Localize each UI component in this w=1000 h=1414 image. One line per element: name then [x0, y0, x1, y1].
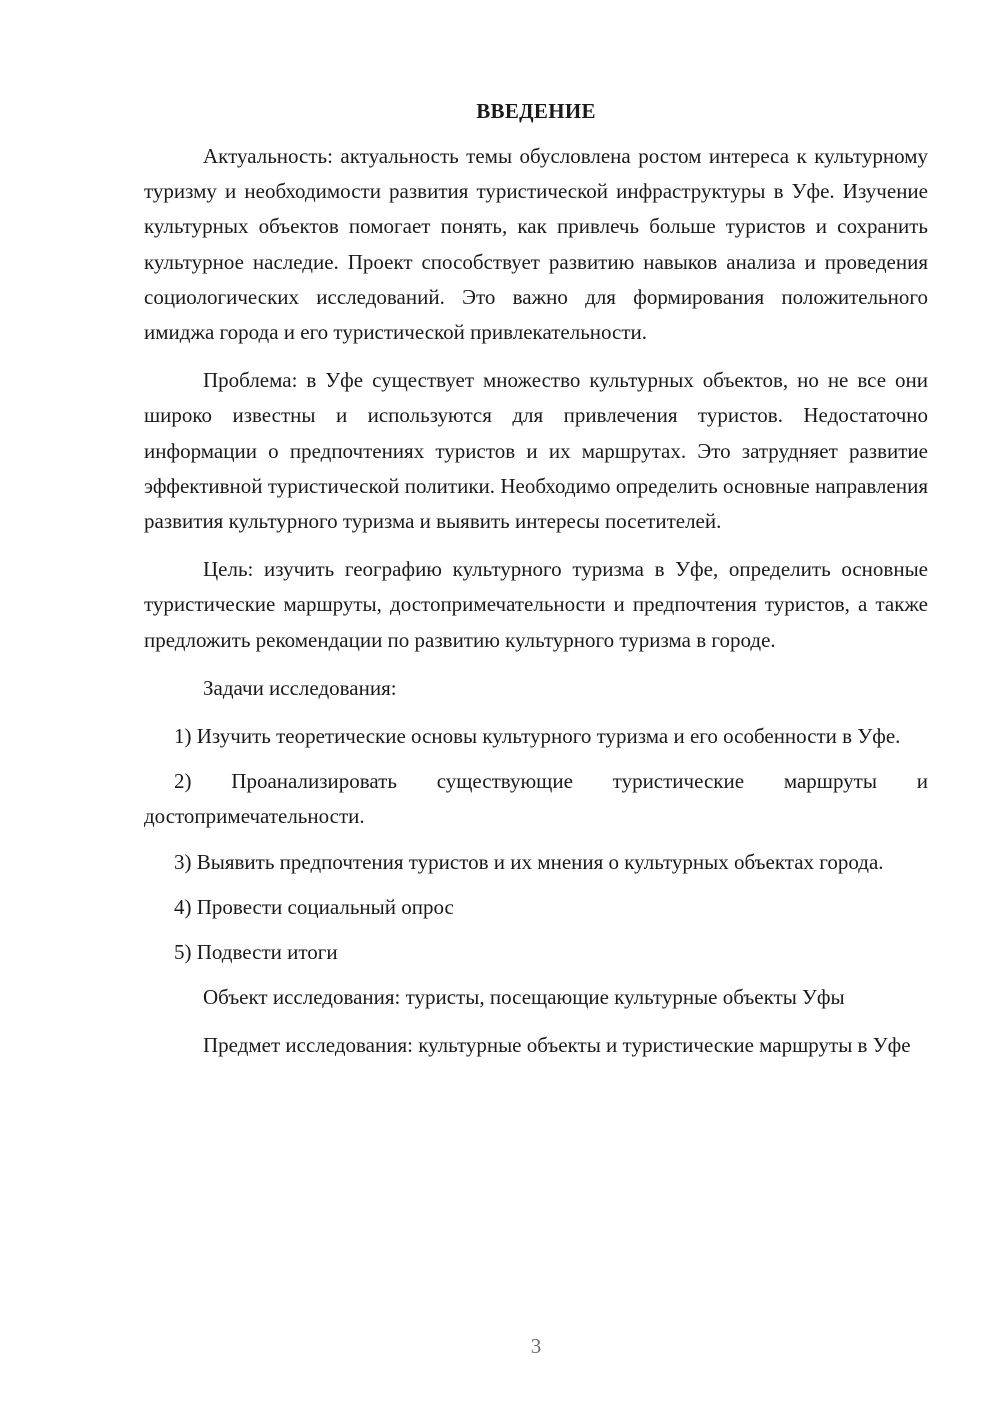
task-item: 5) Подвести итоги — [174, 940, 338, 965]
goal-paragraph: Цель: изучить географию культурного туризма в Уфе, определить основные туристические маршруты, достопримечательности и предпочтения туристов, а также предложить рекомендации по развитию культурного туризма в городе. — [144, 557, 928, 652]
page-title: ВВЕДЕНИЕ — [476, 99, 596, 123]
object-paragraph: Объект исследования: туристы, посещающие культурные объекты Уфы — [203, 985, 845, 1010]
task-item: 4) Провести социальный опрос — [174, 894, 454, 919]
relevance-paragraph: Актуальность: актуальность темы обусловлена ростом интереса к культурному туризму и необходимости развития туристической инфраструктуры в Уфе. Изучение культурных объектов помогает понять, как привлечь больше туристов и сохранить культурное наследие. Проект способствует развитию навыков анализа и проведения социологических исследований. Это важно для формирования положительного имиджа города и его туристической привлекательности. — [144, 144, 928, 345]
task-item: 1) Изучить теоретические основы культурного туризма и его особенности в Уфе. — [174, 724, 901, 749]
problem-paragraph: Проблема: в Уфе существует множество культурных объектов, но не все они широко известны и используются для привлечения туристов. Недостаточно информации о предпочтениях туристов и их маршрутах. Это затрудняет развитие эффективной туристической политики. Необходимо определить основные направления развития культурного туризма и выявить интересы посетителей. — [144, 368, 928, 534]
task-item: 2) Проанализировать существующие туристические маршруты и достопримечательности. — [144, 769, 928, 829]
document-page — [144, 96, 928, 1077]
task-item: 3) Выявить предпочтения туристов и их мнения о культурных объектах города. — [174, 849, 884, 874]
subject-paragraph: Предмет исследования: культурные объекты и туристические маршруты в Уфе — [203, 1033, 911, 1058]
page-number: 3 — [530, 1334, 542, 1358]
tasks-heading: Задачи исследования: — [203, 675, 397, 700]
tasks-list — [144, 719, 928, 970]
